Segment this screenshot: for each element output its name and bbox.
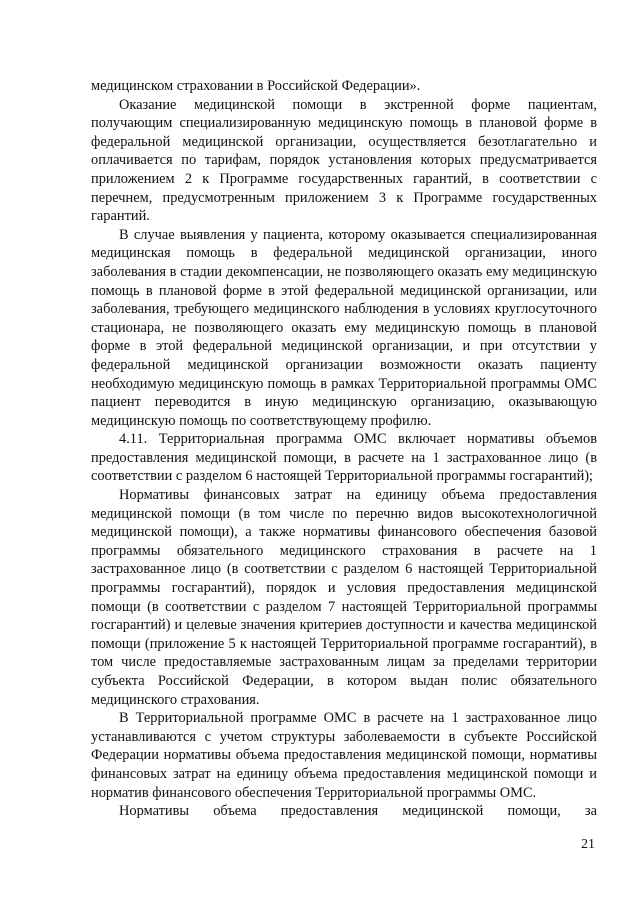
paragraph-volume-norms: Нормативы объема предоставления медицинской помощи, за (119, 803, 597, 820)
paragraph-emergency-care: Оказание медицинской помощи в экстренной форме пациентам, получающим специализированную медицинскую помощь в плановой форме в федеральной медицинской организации, осуществляется безотлагательно и оплачивается по тарифам, порядок установления которых предусматривается приложением 2 к Программе государственных гарантий, в соответствии с перечнем, предусмотренным приложением 3 к Программе государственных гарантий. (91, 96, 597, 225)
paragraph-oms-norms: В Территориальной программе ОМС в расчете на 1 застрахованное лицо устанавливаются с учетом структуры заболеваемости в субъекте Российской Федерации нормативы объема предоставления медицинской помощи, нормативы финансовых затрат на единицу объема предоставления медицинской помощи и норматив финансового обеспечения Территориальной программы ОМС. (91, 710, 597, 801)
paragraph-section-4-11: 4.11. Территориальная программа ОМС включает нормативы объемов предоставления медицинской помощи, в расчете на 1 застрахованное лицо (в соответствии с разделом 6 настоящей Территориальной программы госгарантий); (91, 431, 597, 485)
paragraph-continuation: медицинском страховании в Российской Федерации». (91, 78, 421, 94)
body-text (91, 77, 597, 821)
paragraph-patient-transfer: В случае выявления у пациента, которому оказывается специализированная медицинская помощь в федеральной медицинской организации, иного заболевания в стадии декомпенсации, не позволяющего оказать ему медицинскую помощь в плановой форме в этой федеральной медицинской организации, или заболевания, требующего медицинского наблюдения в условиях круглосуточного стационара, не позволяющего оказать ему медицинскую помощь в плановой форме в этой федеральной медицинской организации, и при отсутствии у федеральной медицинской организации возможности оказать пациенту необходимую медицинскую помощь в рамках Территориальной программы ОМС пациент переводится в иную медицинскую организацию, оказывающую медицинскую помощь по соответствующему профилю. (91, 226, 597, 429)
paragraph-financial-norms: Нормативы финансовых затрат на единицу объема предоставления медицинской помощи (в том числе по перечню видов высокотехнологичной медицинской помощи), а также нормативы финансового обеспечения базовой программы обязательного медицинского страхования в расчете на 1 застрахованное лицо (в соответствии с разделом 6 настоящей Территориальной программы госгарантий), порядок и условия предоставления медицинской помощи (в соответствии с разделом 7 настоящей Территориальной программы госгарантий) и целевые значения критериев доступности и качества медицинской помощи (приложение 5 к настоящей Территориальной программе госгарантий), в том числе предоставляемые застрахованным лицам за пределами территории субъекта Российской Федерации, в котором выдан полис обязательного медицинского страхования. (91, 487, 597, 708)
page-number: 21 (581, 837, 595, 852)
